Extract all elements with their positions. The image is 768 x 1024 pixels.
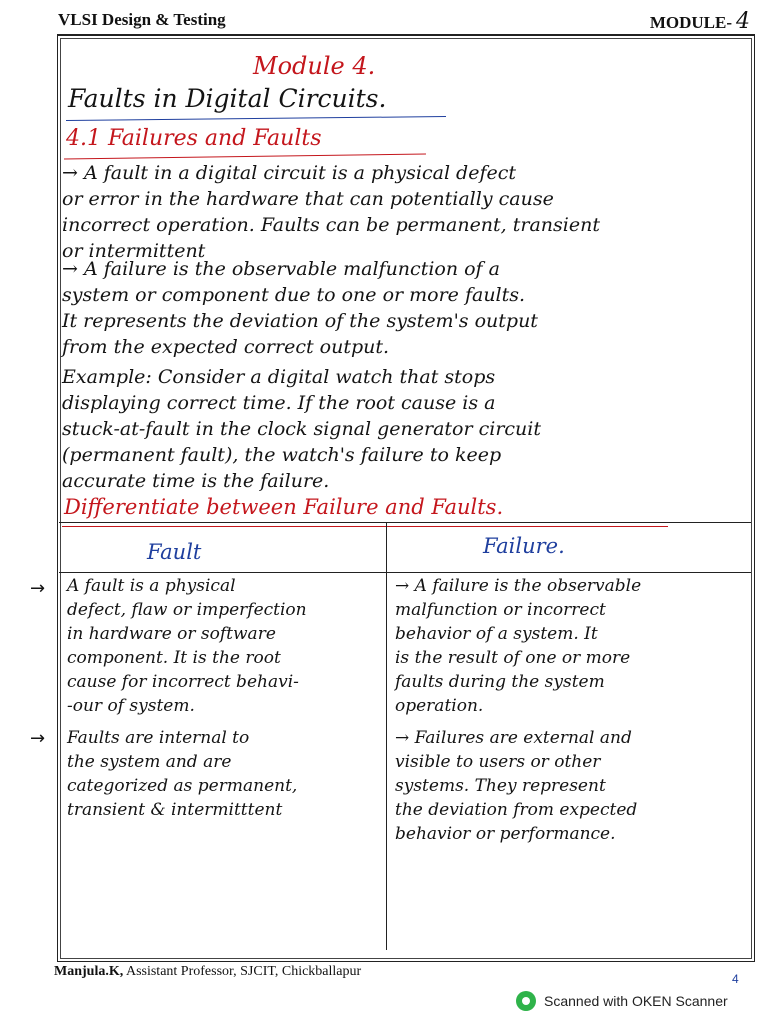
page-header	[58, 6, 758, 32]
text-line: the system and are	[67, 752, 232, 772]
scanner-text: Scanned with OKEN Scanner	[544, 993, 728, 1009]
text-line: systems. They represent	[395, 776, 606, 796]
text-line: -our of system.	[67, 696, 195, 716]
section-heading: 4.1 Failures and Faults	[66, 126, 322, 151]
comparison-table	[59, 522, 751, 956]
page-footer	[54, 964, 361, 980]
text-line: → A fault in a digital circuit is a physical defect	[62, 162, 517, 184]
difference-heading: Differentiate between Failure and Faults.	[64, 495, 504, 519]
module-number: 4	[736, 9, 750, 34]
text-line: behavior or performance.	[395, 824, 616, 844]
text-line: → A failure is the observable malfunction of a	[62, 258, 500, 280]
failure-cell-2	[395, 726, 751, 846]
text-line: is the result of one or more	[395, 648, 631, 668]
text-line: the deviation from expected	[395, 800, 638, 820]
course-title: VLSI Design & Testing	[58, 10, 226, 29]
text-line: (permanent fault), the watch's failure to keep	[62, 444, 502, 466]
text-line: cause for incorrect behavi-	[67, 672, 299, 692]
example-paragraph	[62, 364, 758, 494]
text-line: accurate time is the failure.	[62, 470, 330, 492]
table-column-divider	[386, 522, 387, 950]
text-line: incorrect operation. Faults can be permanent, transient	[62, 214, 600, 236]
text-line: faults during the system	[395, 672, 605, 692]
text-line: operation.	[395, 696, 484, 716]
text-line: A fault is a physical	[67, 576, 236, 596]
topic-title: Faults in Digital Circuits.	[68, 84, 387, 113]
fault-cell-2	[67, 726, 385, 822]
text-line: categorized as permanent,	[67, 776, 298, 796]
text-line: behavior of a system. It	[395, 624, 598, 644]
text-line: defect, flaw or imperfection	[67, 600, 307, 620]
fault-cell-1	[67, 574, 385, 718]
text-line: malfunction or incorrect	[395, 600, 606, 620]
text-line: displaying correct time. If the root cause is a	[62, 392, 496, 414]
scanner-logo-icon	[516, 991, 536, 1011]
margin-arrow-icon: →	[30, 578, 46, 599]
text-line: transient & intermitttent	[67, 800, 283, 820]
failure-cell-1	[395, 574, 751, 718]
table-top-rule	[59, 522, 751, 523]
module-label-text: MODULE-	[649, 13, 732, 32]
fault-definition	[62, 160, 758, 264]
column-header-failure: Failure.	[483, 534, 565, 558]
module-title: Module 4.	[253, 52, 376, 80]
text-line: visible to users or other	[395, 752, 601, 772]
scanner-watermark	[516, 989, 728, 1013]
text-line: or intermittent	[62, 240, 206, 262]
table-header-rule	[59, 572, 751, 573]
text-line: Example: Consider a digital watch that stops	[62, 366, 496, 388]
author-name: Manjula.K,	[54, 964, 124, 979]
page-number: 4	[732, 972, 739, 986]
failure-definition	[62, 256, 758, 360]
text-line: or error in the hardware that can potentially cause	[62, 188, 554, 210]
module-label	[650, 9, 750, 34]
text-line: system or component due to one or more faults.	[62, 284, 526, 306]
text-line: component. It is the root	[67, 648, 281, 668]
text-line: → Failures are external and	[395, 728, 632, 748]
author-affiliation: Assistant Professor, SJCIT, Chickballapur	[123, 964, 362, 979]
margin-arrow-icon: →	[30, 728, 46, 749]
column-header-fault: Fault	[147, 540, 202, 564]
text-line: → A failure is the observable	[395, 576, 642, 596]
text-line: in hardware or software	[67, 624, 276, 644]
text-line: from the expected correct output.	[62, 336, 390, 358]
text-line: It represents the deviation of the system's output	[62, 310, 538, 332]
text-line: stuck-at-fault in the clock signal generator circuit	[62, 418, 542, 440]
text-line: Faults are internal to	[67, 728, 250, 748]
